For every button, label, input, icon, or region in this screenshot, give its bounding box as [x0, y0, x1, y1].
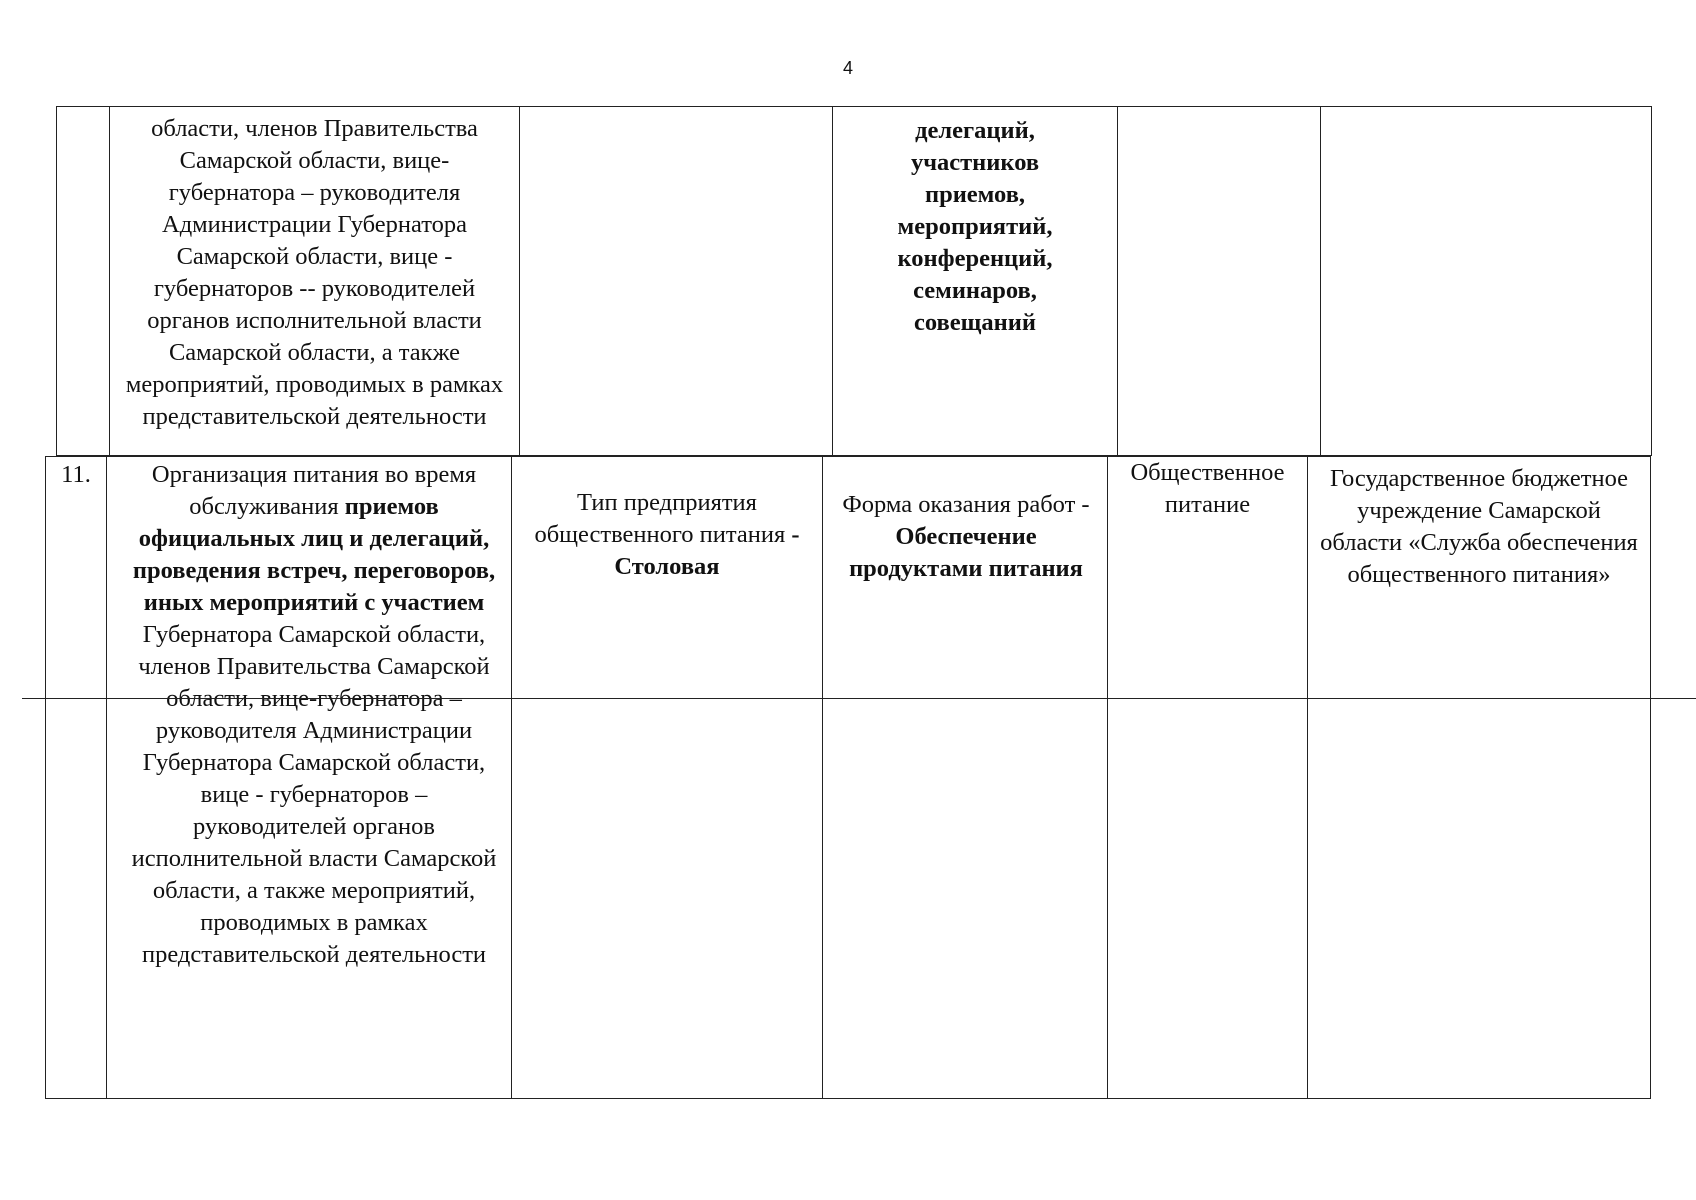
cell-form [823, 457, 1108, 1099]
description-text-rest: Губернатора Самарской области, членов Правительства Самарской области, вице-губернатора – руководителя Администрации Губернатора Самарской области, вице - губернаторов – руководителей органов исполнительной власти Самарской области, а также мероприятий, проводимых в рамках представительской деятельности [131, 621, 497, 968]
category-text: Общественное питание [1130, 459, 1285, 518]
form-text: Форма оказания работ - [842, 491, 1090, 518]
cell-form [833, 107, 1118, 456]
description-text-lead: Организация питания во время обслуживания [151, 461, 477, 520]
continued-row-table [56, 106, 1652, 456]
type-text-bold: - Столовая [614, 521, 800, 580]
cell-category [1108, 457, 1308, 1099]
cell-type [520, 107, 833, 456]
cell-number [57, 107, 110, 456]
page-fold-line [22, 698, 1696, 699]
type-text: Тип предприятия общественного питания [534, 489, 792, 548]
provider-text: Государственное бюджетное учреждение Самарской области «Служба обеспечения общественного питания» [1320, 465, 1638, 588]
description-text-bold: приемов официальных лиц и делегаций, проведения встреч, переговоров, иных мероприятий с участием [132, 493, 496, 616]
form-text-bold: Обеспечение продуктами питания [849, 523, 1083, 582]
cell-description [107, 457, 512, 1099]
form-text: делегаций, участников приемов, мероприятий, конференций, семинаров, совещаний [897, 117, 1053, 336]
description-text: области, членов Правительства Самарской области, вице-губернатора – руководителя Администрации Губернатора Самарской области, вице - губернаторов -- руководителей органов исполнительной власти Самарской области, а также мероприятий, проводимых в рамках представительской деятельности [125, 115, 504, 430]
row-number: 11. [61, 461, 91, 488]
table-row-continued [57, 107, 1652, 456]
cell-provider [1308, 457, 1651, 1099]
row-11-table [45, 456, 1651, 1099]
page-number: 4 [842, 58, 853, 78]
cell-number [46, 457, 107, 1099]
cell-type [512, 457, 823, 1099]
table-row-11 [46, 457, 1651, 1099]
cell-category [1118, 107, 1321, 456]
cell-description [110, 107, 520, 456]
cell-provider [1321, 107, 1652, 456]
